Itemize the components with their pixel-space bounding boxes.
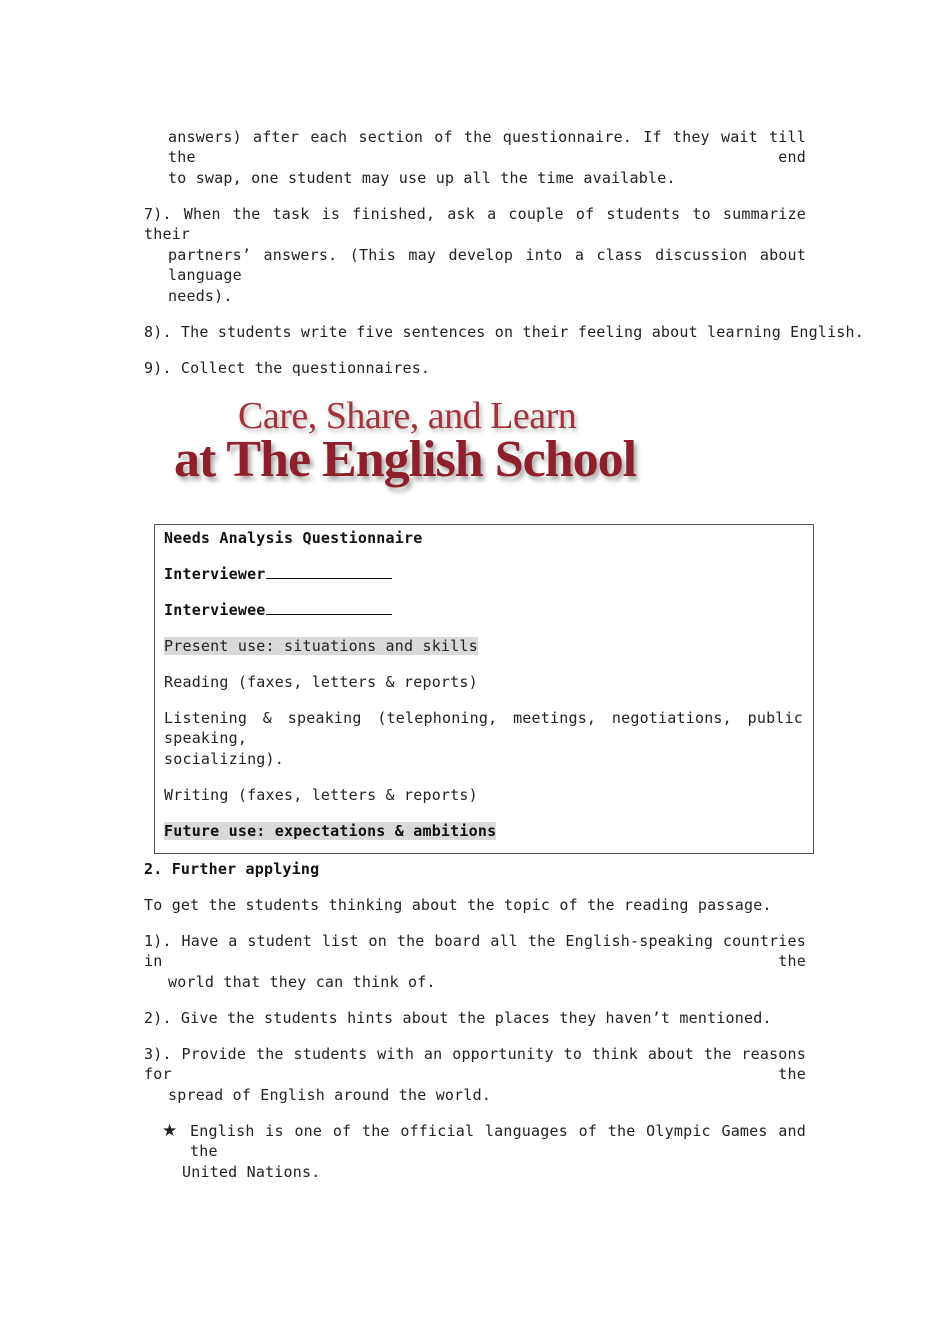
section2-step3-line2: spread of English around the world. xyxy=(168,1086,492,1104)
present-use-heading: Present use: situations and skills xyxy=(164,637,478,655)
questionnaire-title: Needs Analysis Questionnaire xyxy=(164,529,423,547)
step6-continuation-line2: to swap, one student may use up all the time available. xyxy=(168,169,676,187)
banner-school-name: at The English School xyxy=(174,431,637,488)
listening-item-line2: socializing). xyxy=(164,750,284,768)
interviewer-label: Interviewer xyxy=(164,565,266,583)
section2-step1-line2: world that they can think of. xyxy=(168,973,436,991)
interviewer-field xyxy=(164,564,392,584)
future-use-row xyxy=(164,821,496,841)
step7-line3: needs). xyxy=(168,287,233,305)
step6-continuation-line1: answers) after each section of the questionnaire. If they wait till the end xyxy=(168,128,806,166)
interviewee-label: Interviewee xyxy=(164,601,266,619)
school-banner-logo xyxy=(172,394,642,498)
step8: 8). The students write five sentences on their feeling about learning English. xyxy=(144,323,864,341)
interviewee-field xyxy=(164,600,392,620)
bullet-line1: English is one of the official languages of the Olympic Games and the xyxy=(190,1122,806,1160)
step7-line2: partners’ answers. (This may develop into a class discussion about language xyxy=(168,246,806,284)
section2-step1-line1: 1). Have a student list on the board all the English-speaking countries in the xyxy=(144,932,806,970)
step7-line1: 7). When the task is finished, ask a couple of students to summarize their xyxy=(144,205,806,243)
banner-tagline: Care, Share, and Learn xyxy=(238,395,577,437)
interviewee-blank xyxy=(266,600,392,615)
interviewer-blank xyxy=(266,564,392,579)
step9: 9). Collect the questionnaires. xyxy=(144,359,431,377)
present-use-row xyxy=(164,636,478,656)
section2-intro: To get the students thinking about the topic of the reading passage. xyxy=(144,896,772,914)
bullet-line2: United Nations. xyxy=(182,1163,321,1181)
star-icon: ★ xyxy=(162,1121,178,1141)
section2-heading: 2. Further applying xyxy=(144,860,320,878)
writing-item: Writing (faxes, letters & reports) xyxy=(164,786,478,804)
section2-step2: 2). Give the students hints about the places they haven’t mentioned. xyxy=(144,1009,772,1027)
reading-item: Reading (faxes, letters & reports) xyxy=(164,673,478,691)
section2-step3-line1: 3). Provide the students with an opportunity to think about the reasons for the xyxy=(144,1045,806,1083)
future-use-heading: Future use: expectations & ambitions xyxy=(164,822,497,840)
listening-item-line1: Listening & speaking (telephoning, meetings, negotiations, public speaking, xyxy=(164,709,803,747)
